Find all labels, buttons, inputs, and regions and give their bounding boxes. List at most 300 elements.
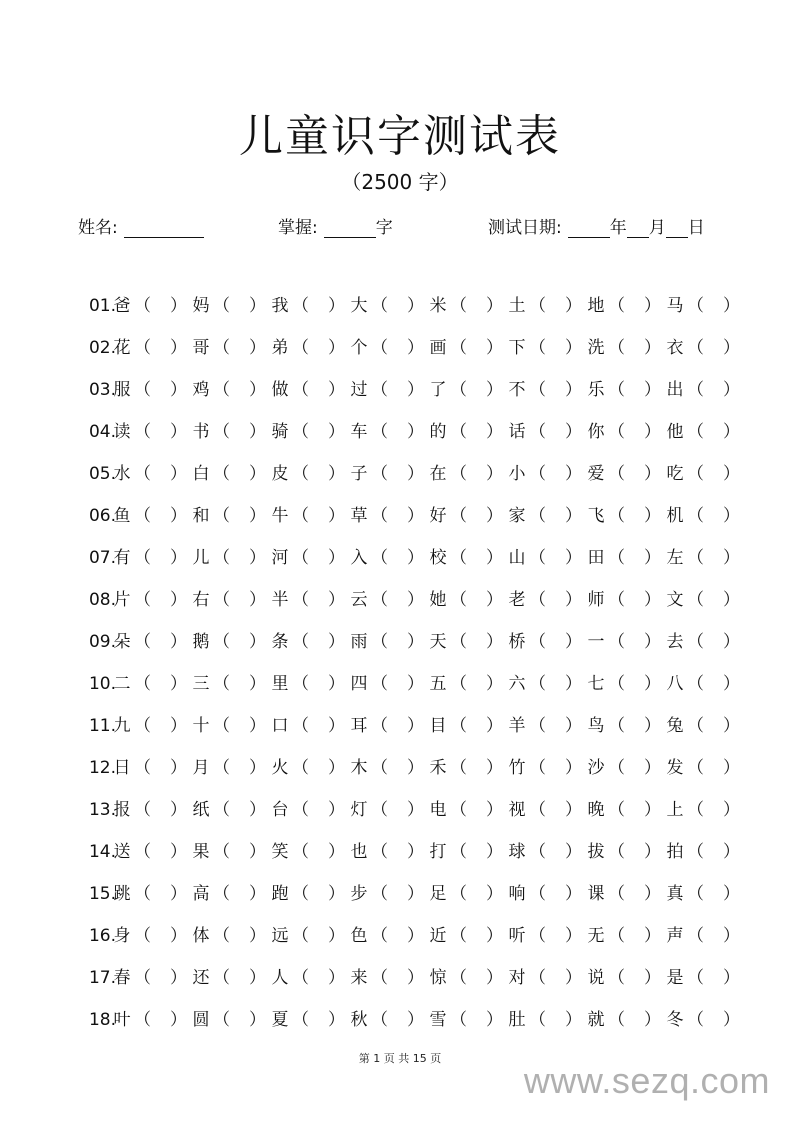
day-blank[interactable] — [666, 219, 688, 238]
answer-close-paren: ） — [486, 842, 503, 862]
answer-open-paren: （ — [529, 548, 546, 568]
answer-close-paren: ） — [170, 884, 187, 904]
answer-close-paren: ） — [170, 296, 187, 316]
page-footer: 第 1 页 共 15 页 — [358, 1052, 442, 1065]
character: 草 — [350, 506, 368, 526]
character: 春 — [113, 968, 131, 988]
answer-open-paren: （ — [371, 422, 388, 442]
answer-open-paren: （ — [687, 338, 704, 358]
answer-open-paren: （ — [371, 338, 388, 358]
answer-close-paren: ） — [328, 506, 345, 526]
answer-open-paren: （ — [529, 716, 546, 736]
answer-open-paren: （ — [608, 968, 625, 988]
answer-close-paren: ） — [328, 590, 345, 610]
character: 兔 — [666, 716, 684, 736]
character: 做 — [271, 380, 289, 400]
answer-close-paren: ） — [170, 632, 187, 652]
grid-row — [76, 332, 740, 364]
answer-close-paren: ） — [407, 590, 424, 610]
character: 妈 — [192, 296, 210, 316]
answer-close-paren: ） — [644, 632, 661, 652]
row-number: 07. — [88, 548, 116, 568]
answer-open-paren: （ — [134, 758, 151, 778]
answer-open-paren: （ — [134, 380, 151, 400]
answer-close-paren: ） — [723, 632, 740, 652]
answer-close-paren: ） — [328, 632, 345, 652]
answer-open-paren: （ — [450, 758, 467, 778]
grid-row — [76, 794, 740, 826]
answer-close-paren: ） — [644, 716, 661, 736]
character: 下 — [508, 338, 526, 358]
answer-open-paren: （ — [529, 422, 546, 442]
character: 土 — [508, 296, 526, 316]
character: 还 — [192, 968, 210, 988]
row-number: 05. — [88, 464, 116, 484]
answer-open-paren: （ — [450, 674, 467, 694]
character: 天 — [429, 632, 447, 652]
character: 说 — [587, 968, 605, 988]
answer-open-paren: （ — [371, 380, 388, 400]
character: 皮 — [271, 464, 289, 484]
answer-open-paren: （ — [371, 716, 388, 736]
answer-close-paren: ） — [249, 968, 266, 988]
character: 冬 — [666, 1010, 684, 1030]
answer-open-paren: （ — [292, 548, 309, 568]
character: 身 — [113, 926, 131, 946]
answer-close-paren: ） — [486, 800, 503, 820]
character: 片 — [113, 590, 131, 610]
character: 有 — [113, 548, 131, 568]
answer-close-paren: ） — [249, 464, 266, 484]
answer-open-paren: （ — [687, 464, 704, 484]
grid-row — [76, 710, 740, 742]
answer-open-paren: （ — [529, 758, 546, 778]
answer-close-paren: ） — [328, 758, 345, 778]
grid-row — [76, 374, 740, 406]
grid-row — [76, 878, 740, 910]
answer-open-paren: （ — [608, 590, 625, 610]
answer-close-paren: ） — [565, 968, 582, 988]
answer-open-paren: （ — [608, 296, 625, 316]
character: 台 — [271, 800, 289, 820]
answer-open-paren: （ — [213, 590, 230, 610]
answer-close-paren: ） — [328, 422, 345, 442]
answer-open-paren: （ — [687, 296, 704, 316]
answer-open-paren: （ — [608, 464, 625, 484]
answer-close-paren: ） — [644, 506, 661, 526]
answer-open-paren: （ — [529, 1010, 546, 1030]
answer-close-paren: ） — [407, 968, 424, 988]
grid-row — [76, 584, 740, 616]
answer-close-paren: ） — [565, 464, 582, 484]
answer-open-paren: （ — [213, 800, 230, 820]
answer-open-paren: （ — [450, 716, 467, 736]
character: 拔 — [587, 842, 605, 862]
answer-open-paren: （ — [371, 464, 388, 484]
answer-open-paren: （ — [371, 548, 388, 568]
answer-close-paren: ） — [328, 842, 345, 862]
character: 在 — [429, 464, 447, 484]
character: 洗 — [587, 338, 605, 358]
grid-row — [76, 416, 740, 448]
page-title: 儿童识字测试表 — [239, 111, 561, 162]
year-blank[interactable] — [568, 219, 610, 238]
answer-open-paren: （ — [292, 800, 309, 820]
answer-close-paren: ） — [723, 758, 740, 778]
answer-close-paren: ） — [407, 338, 424, 358]
answer-open-paren: （ — [371, 632, 388, 652]
answer-open-paren: （ — [450, 884, 467, 904]
answer-open-paren: （ — [529, 884, 546, 904]
answer-open-paren: （ — [529, 296, 546, 316]
answer-close-paren: ） — [486, 464, 503, 484]
answer-open-paren: （ — [292, 758, 309, 778]
answer-open-paren: （ — [608, 800, 625, 820]
answer-close-paren: ） — [565, 842, 582, 862]
character: 无 — [587, 926, 605, 946]
answer-open-paren: （ — [687, 1010, 704, 1030]
row-number: 17. — [88, 968, 116, 988]
answer-open-paren: （ — [213, 632, 230, 652]
answer-open-paren: （ — [292, 590, 309, 610]
answer-open-paren: （ — [134, 422, 151, 442]
answer-close-paren: ） — [565, 758, 582, 778]
character: 六 — [508, 674, 526, 694]
row-number: 14. — [88, 842, 116, 862]
mastered-field — [278, 210, 393, 238]
character: 服 — [113, 380, 131, 400]
answer-open-paren: （ — [608, 926, 625, 946]
answer-open-paren: （ — [292, 968, 309, 988]
answer-close-paren: ） — [565, 296, 582, 316]
answer-close-paren: ） — [407, 926, 424, 946]
mastered-blank[interactable] — [324, 219, 376, 238]
answer-open-paren: （ — [213, 338, 230, 358]
character: 去 — [666, 632, 684, 652]
character: 书 — [192, 422, 210, 442]
character: 火 — [271, 758, 289, 778]
character: 九 — [113, 716, 131, 736]
row-number: 01. — [88, 296, 116, 316]
character: 是 — [666, 968, 684, 988]
answer-close-paren: ） — [723, 674, 740, 694]
answer-open-paren: （ — [371, 1010, 388, 1030]
answer-open-paren: （ — [687, 716, 704, 736]
answer-open-paren: （ — [608, 758, 625, 778]
character: 飞 — [587, 506, 605, 526]
character: 响 — [508, 884, 526, 904]
answer-close-paren: ） — [249, 380, 266, 400]
answer-close-paren: ） — [170, 380, 187, 400]
answer-open-paren: （ — [292, 506, 309, 526]
character: 大 — [350, 296, 368, 316]
answer-close-paren: ） — [249, 548, 266, 568]
answer-open-paren: （ — [529, 338, 546, 358]
answer-open-paren: （ — [450, 968, 467, 988]
answer-close-paren: ） — [486, 758, 503, 778]
answer-close-paren: ） — [565, 422, 582, 442]
answer-close-paren: ） — [644, 674, 661, 694]
character: 爸 — [113, 296, 131, 316]
character: 读 — [113, 422, 131, 442]
character: 纸 — [192, 800, 210, 820]
answer-close-paren: ） — [723, 884, 740, 904]
character: 家 — [508, 506, 526, 526]
answer-close-paren: ） — [407, 380, 424, 400]
answer-close-paren: ） — [170, 716, 187, 736]
answer-open-paren: （ — [529, 800, 546, 820]
character: 儿 — [192, 548, 210, 568]
answer-close-paren: ） — [644, 758, 661, 778]
character: 对 — [508, 968, 526, 988]
character: 校 — [429, 548, 447, 568]
row-number: 13. — [88, 800, 116, 820]
answer-close-paren: ） — [644, 842, 661, 862]
answer-close-paren: ） — [328, 380, 345, 400]
answer-close-paren: ） — [644, 464, 661, 484]
answer-close-paren: ） — [723, 464, 740, 484]
character: 上 — [666, 800, 684, 820]
answer-open-paren: （ — [213, 506, 230, 526]
answer-close-paren: ） — [565, 884, 582, 904]
answer-close-paren: ） — [328, 548, 345, 568]
answer-open-paren: （ — [450, 506, 467, 526]
character: 羊 — [508, 716, 526, 736]
answer-open-paren: （ — [608, 506, 625, 526]
answer-open-paren: （ — [371, 968, 388, 988]
character: 乐 — [587, 380, 605, 400]
answer-open-paren: （ — [134, 842, 151, 862]
answer-close-paren: ） — [328, 926, 345, 946]
answer-open-paren: （ — [687, 674, 704, 694]
answer-close-paren: ） — [170, 548, 187, 568]
answer-open-paren: （ — [213, 380, 230, 400]
answer-close-paren: ） — [249, 1010, 266, 1030]
answer-close-paren: ） — [565, 1010, 582, 1030]
answer-open-paren: （ — [529, 674, 546, 694]
character: 好 — [429, 506, 447, 526]
answer-close-paren: ） — [328, 884, 345, 904]
answer-close-paren: ） — [723, 338, 740, 358]
character: 山 — [508, 548, 526, 568]
answer-close-paren: ） — [486, 338, 503, 358]
answer-close-paren: ） — [407, 1010, 424, 1030]
character: 马 — [666, 296, 684, 316]
row-number: 04. — [88, 422, 116, 442]
answer-close-paren: ） — [486, 674, 503, 694]
character: 打 — [429, 842, 447, 862]
character: 米 — [429, 296, 447, 316]
answer-open-paren: （ — [529, 632, 546, 652]
row-number: 10. — [88, 674, 116, 694]
answer-open-paren: （ — [450, 842, 467, 862]
answer-close-paren: ） — [723, 296, 740, 316]
grid-row — [76, 542, 740, 574]
answer-close-paren: ） — [723, 716, 740, 736]
answer-close-paren: ） — [644, 926, 661, 946]
answer-close-paren: ） — [723, 1010, 740, 1030]
character: 叶 — [113, 1010, 131, 1030]
answer-close-paren: ） — [249, 884, 266, 904]
answer-open-paren: （ — [687, 380, 704, 400]
answer-close-paren: ） — [565, 632, 582, 652]
answer-open-paren: （ — [371, 590, 388, 610]
character: 出 — [666, 380, 684, 400]
row-number: 06. — [88, 506, 116, 526]
answer-open-paren: （ — [134, 296, 151, 316]
character: 云 — [350, 590, 368, 610]
answer-close-paren: ） — [328, 338, 345, 358]
answer-open-paren: （ — [213, 926, 230, 946]
answer-close-paren: ） — [407, 548, 424, 568]
character: 体 — [192, 926, 210, 946]
character: 肚 — [508, 1010, 526, 1030]
answer-open-paren: （ — [134, 548, 151, 568]
grid-row — [76, 626, 740, 658]
mastered-label: 掌握: — [278, 218, 318, 238]
answer-open-paren: （ — [687, 758, 704, 778]
character: 三 — [192, 674, 210, 694]
answer-close-paren: ） — [249, 800, 266, 820]
character: 和 — [192, 506, 210, 526]
name-blank[interactable] — [124, 219, 204, 238]
answer-open-paren: （ — [213, 968, 230, 988]
answer-open-paren: （ — [529, 926, 546, 946]
answer-close-paren: ） — [486, 422, 503, 442]
answer-close-paren: ） — [486, 590, 503, 610]
character: 果 — [192, 842, 210, 862]
grid-row — [76, 836, 740, 868]
answer-close-paren: ） — [249, 296, 266, 316]
answer-close-paren: ） — [486, 1010, 503, 1030]
answer-open-paren: （ — [608, 380, 625, 400]
answer-close-paren: ） — [565, 548, 582, 568]
character: 步 — [350, 884, 368, 904]
month-blank[interactable] — [627, 219, 649, 238]
character: 七 — [587, 674, 605, 694]
answer-close-paren: ） — [407, 296, 424, 316]
answer-close-paren: ） — [644, 1010, 661, 1030]
character: 夏 — [271, 1010, 289, 1030]
answer-open-paren: （ — [608, 548, 625, 568]
answer-open-paren: （ — [292, 422, 309, 442]
answer-close-paren: ） — [328, 674, 345, 694]
answer-open-paren: （ — [134, 716, 151, 736]
character: 高 — [192, 884, 210, 904]
grid-row — [76, 668, 740, 700]
answer-close-paren: ） — [565, 674, 582, 694]
answer-open-paren: （ — [292, 380, 309, 400]
answer-open-paren: （ — [529, 842, 546, 862]
answer-close-paren: ） — [249, 674, 266, 694]
answer-open-paren: （ — [450, 422, 467, 442]
character: 水 — [113, 464, 131, 484]
answer-close-paren: ） — [170, 464, 187, 484]
character: 真 — [666, 884, 684, 904]
row-number: 12. — [88, 758, 116, 778]
answer-close-paren: ） — [407, 842, 424, 862]
answer-close-paren: ） — [565, 716, 582, 736]
answer-open-paren: （ — [371, 506, 388, 526]
character: 晚 — [587, 800, 605, 820]
character: 师 — [587, 590, 605, 610]
character: 惊 — [429, 968, 447, 988]
answer-close-paren: ） — [170, 842, 187, 862]
answer-open-paren: （ — [450, 926, 467, 946]
answer-close-paren: ） — [407, 464, 424, 484]
test-date-field — [488, 210, 705, 238]
answer-close-paren: ） — [170, 800, 187, 820]
character: 你 — [587, 422, 605, 442]
character: 小 — [508, 464, 526, 484]
answer-open-paren: （ — [371, 758, 388, 778]
answer-open-paren: （ — [687, 968, 704, 988]
answer-open-paren: （ — [134, 506, 151, 526]
grid-row — [76, 500, 740, 532]
character: 月 — [192, 758, 210, 778]
answer-close-paren: ） — [644, 800, 661, 820]
character: 雪 — [429, 1010, 447, 1030]
answer-open-paren: （ — [687, 800, 704, 820]
character: 木 — [350, 758, 368, 778]
answer-close-paren: ） — [249, 338, 266, 358]
answer-close-paren: ） — [565, 800, 582, 820]
answer-open-paren: （ — [292, 464, 309, 484]
answer-open-paren: （ — [687, 548, 704, 568]
grid-row — [76, 962, 740, 994]
character: 日 — [113, 758, 131, 778]
answer-close-paren: ） — [249, 758, 266, 778]
answer-close-paren: ） — [723, 842, 740, 862]
answer-close-paren: ） — [170, 338, 187, 358]
character: 哥 — [192, 338, 210, 358]
character: 衣 — [666, 338, 684, 358]
character: 送 — [113, 842, 131, 862]
answer-open-paren: （ — [371, 884, 388, 904]
character: 左 — [666, 548, 684, 568]
answer-close-paren: ） — [723, 968, 740, 988]
answer-close-paren: ） — [170, 422, 187, 442]
answer-close-paren: ） — [170, 674, 187, 694]
answer-close-paren: ） — [328, 716, 345, 736]
answer-open-paren: （ — [292, 884, 309, 904]
answer-open-paren: （ — [608, 632, 625, 652]
answer-close-paren: ） — [644, 884, 661, 904]
character: 鸡 — [192, 380, 210, 400]
answer-close-paren: ） — [249, 926, 266, 946]
character: 就 — [587, 1010, 605, 1030]
answer-open-paren: （ — [134, 800, 151, 820]
character: 话 — [508, 422, 526, 442]
character: 鸟 — [587, 716, 605, 736]
answer-close-paren: ） — [723, 422, 740, 442]
row-number: 15. — [88, 884, 116, 904]
watermark: www.sezq.com — [523, 1060, 770, 1101]
answer-close-paren: ） — [328, 464, 345, 484]
character: 秋 — [350, 1010, 368, 1030]
character: 机 — [666, 506, 684, 526]
answer-close-paren: ） — [723, 590, 740, 610]
answer-close-paren: ） — [249, 842, 266, 862]
mastered-unit: 字 — [375, 218, 393, 238]
character: 鹅 — [192, 632, 210, 652]
character: 电 — [429, 800, 447, 820]
character: 目 — [429, 716, 447, 736]
character: 发 — [666, 758, 684, 778]
answer-open-paren: （ — [687, 926, 704, 946]
answer-close-paren: ） — [328, 296, 345, 316]
answer-close-paren: ） — [249, 632, 266, 652]
